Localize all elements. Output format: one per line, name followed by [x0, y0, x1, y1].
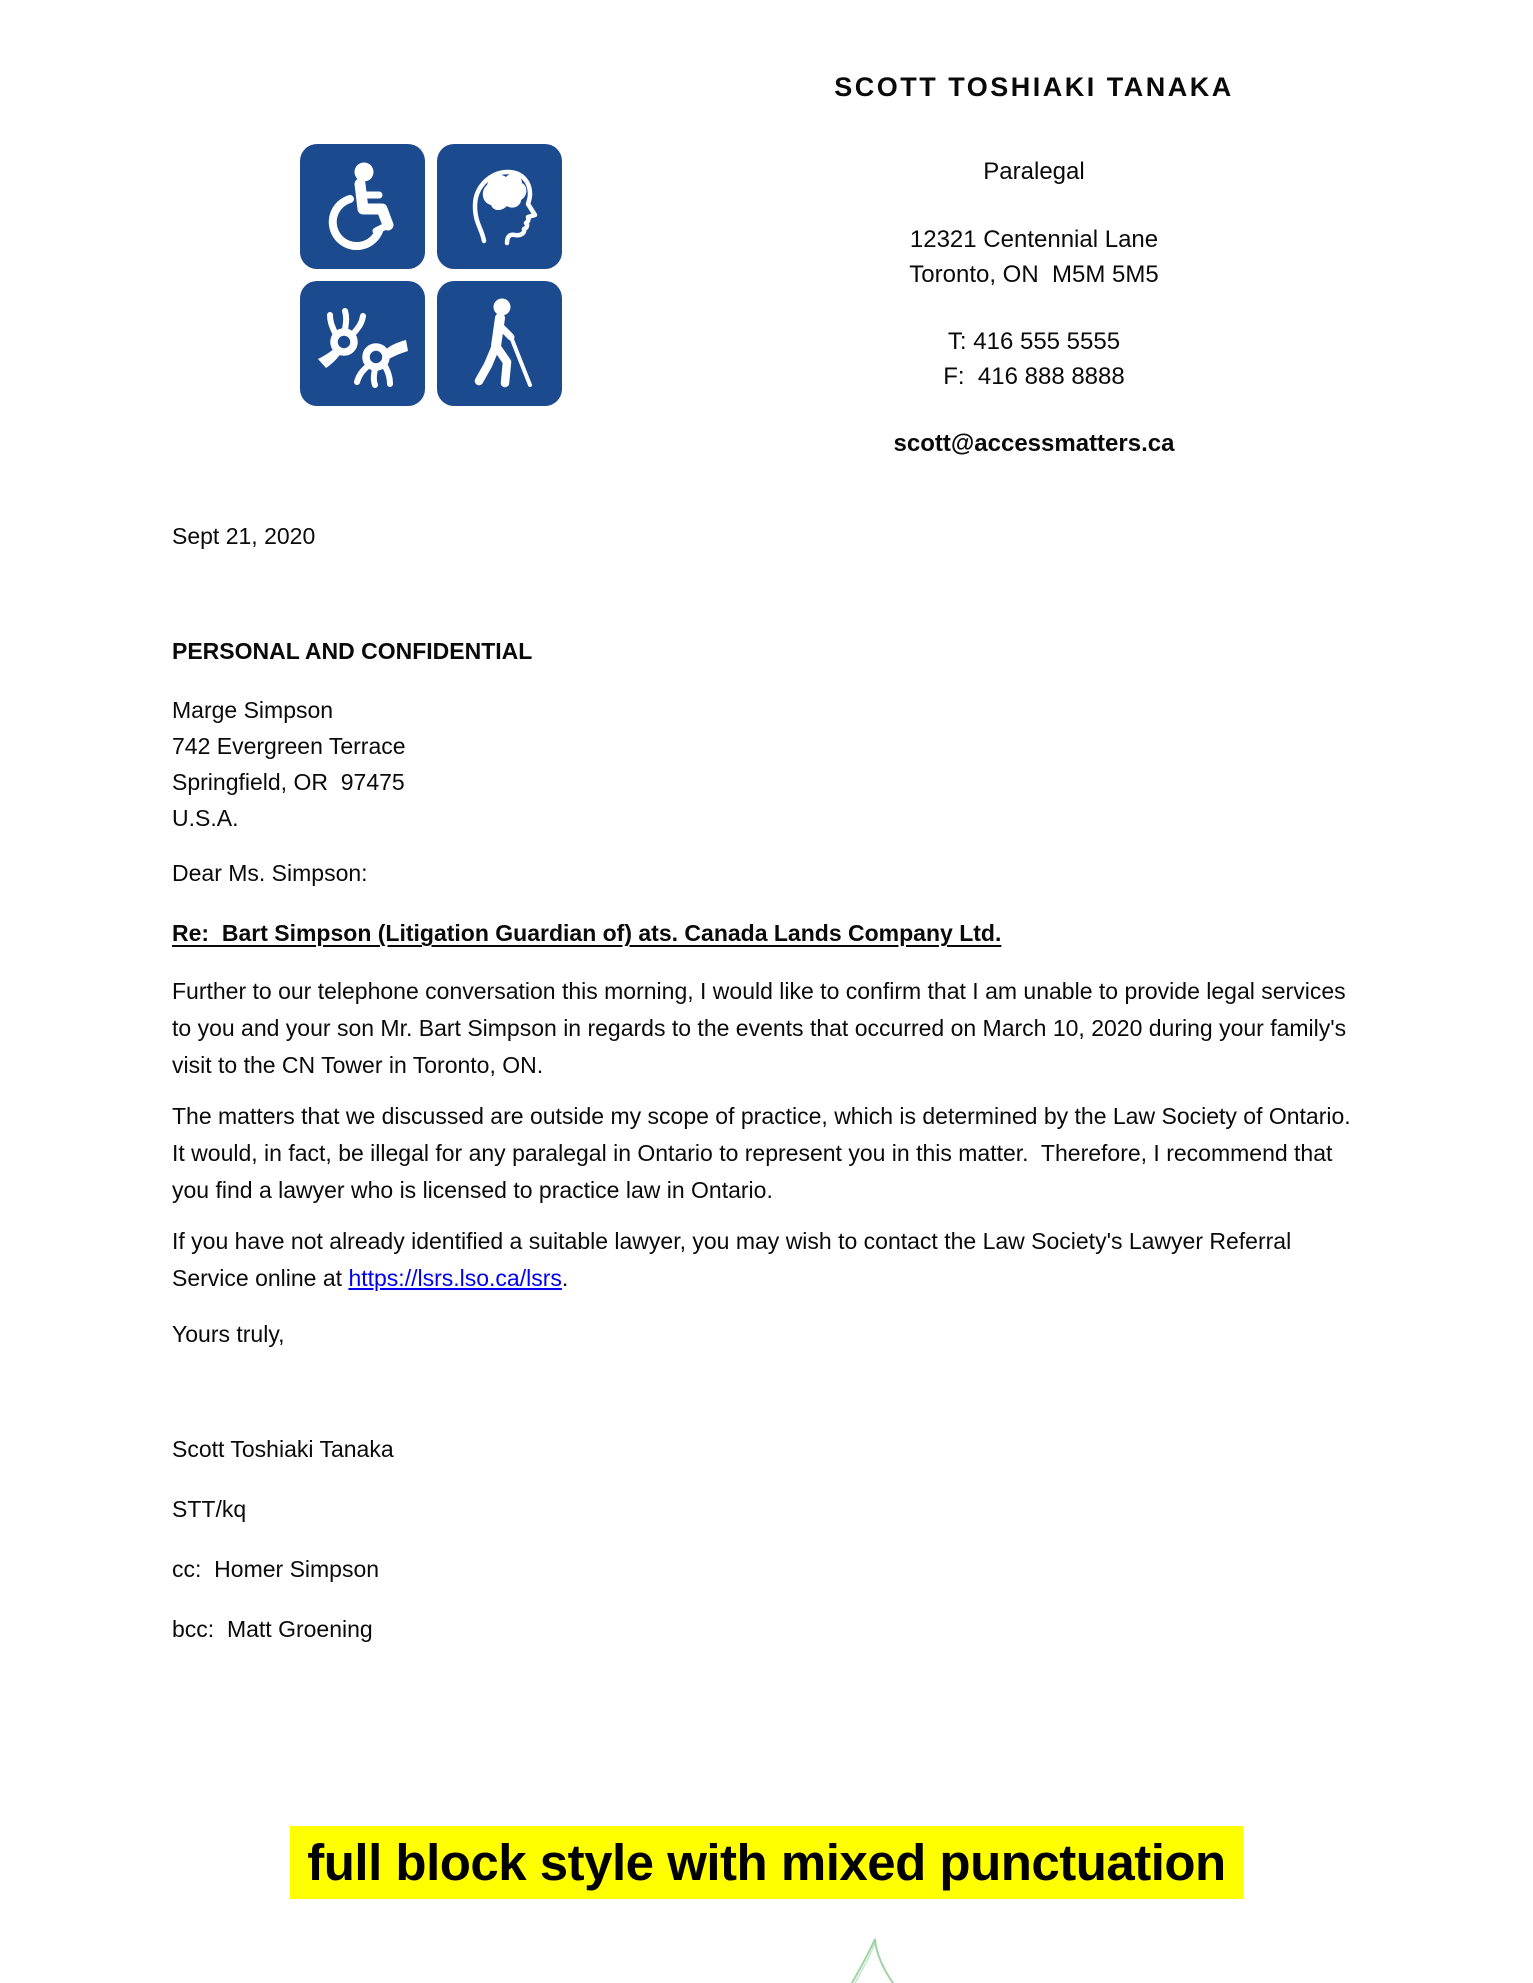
recipient-address-line2: Springfield, OR 97475: [172, 769, 405, 795]
letterhead-phone-fax: [778, 324, 1290, 394]
recipient-address-block: [172, 692, 1364, 836]
green-pen-mark: [840, 1925, 910, 1983]
letterhead-name: SCOTT TOSHIAKI TANAKA: [834, 72, 1234, 102]
re-line: Re: Bart Simpson (Litigation Guardian of) ats. Canada Lands Company Ltd.: [172, 920, 1002, 946]
reference-initials: STT/kq: [172, 1496, 247, 1522]
paragraph-3-period: .: [561, 1265, 569, 1291]
closing: Yours truly,: [172, 1321, 285, 1347]
signature-name: Scott Toshiaki Tanaka: [172, 1436, 394, 1462]
letterhead-title: Paralegal: [983, 158, 1085, 185]
accessibility-logo: [300, 144, 561, 406]
style-annotation-text: full block style with mixed punctuation: [307, 1834, 1226, 1891]
letterhead-email: scott@accessmatters.ca: [893, 430, 1175, 457]
paragraph-3-text: If you have not already identified a suitable lawyer, you may wish to contact the Law Society's Lawyer Referral Service online at: [172, 1228, 1298, 1291]
recipient-address-line1: 742 Evergreen Terrace: [172, 733, 406, 759]
letterhead-address-line2: Toronto, ON M5M 5M5: [909, 261, 1159, 288]
wheelchair-icon: [300, 144, 425, 269]
paragraph-1: Further to our telephone conversation this morning, I would like to confirm that I am unable to provide legal services to you and your son Mr. Bart Simpson in regards to the events that occurred on March 10, 2020 during your family's visit to the CN Tower in Toronto, ON.: [172, 978, 1353, 1078]
cognitive-accessibility-icon: [437, 144, 562, 269]
letter-date: Sept 21, 2020: [172, 523, 316, 549]
sign-language-icon: [300, 281, 425, 406]
salutation: Dear Ms. Simpson:: [172, 860, 368, 886]
paragraph-3: [172, 1223, 1364, 1297]
recipient-name: Marge Simpson: [172, 697, 334, 723]
bcc-line: bcc: Matt Groening: [172, 1616, 373, 1642]
letterhead-address: [778, 222, 1290, 292]
cc-line: cc: Homer Simpson: [172, 1556, 380, 1582]
lawyer-referral-service-link[interactable]: https://lsrs.lso.ca/lsrs: [348, 1265, 562, 1291]
style-annotation-banner: [289, 1826, 1243, 1899]
letterhead-fax: F: 416 888 8888: [943, 363, 1125, 390]
paragraph-2: The matters that we discussed are outside my scope of practice, which is determined by the Law Society of Ontario. It would, in fact, be illegal for any paralegal in Ontario to represent you in this matter. Therefore, I recommend that you find a lawyer who is licensed to practice law in Ontario.: [172, 1103, 1364, 1203]
white-cane-icon: [437, 281, 562, 406]
recipient-address-line3: U.S.A.: [172, 805, 239, 831]
letterhead-address-line1: 12321 Centennial Lane: [909, 226, 1159, 253]
letterhead-phone: T: 416 555 5555: [947, 328, 1121, 355]
confidential-notice: PERSONAL AND CONFIDENTIAL: [172, 638, 533, 664]
